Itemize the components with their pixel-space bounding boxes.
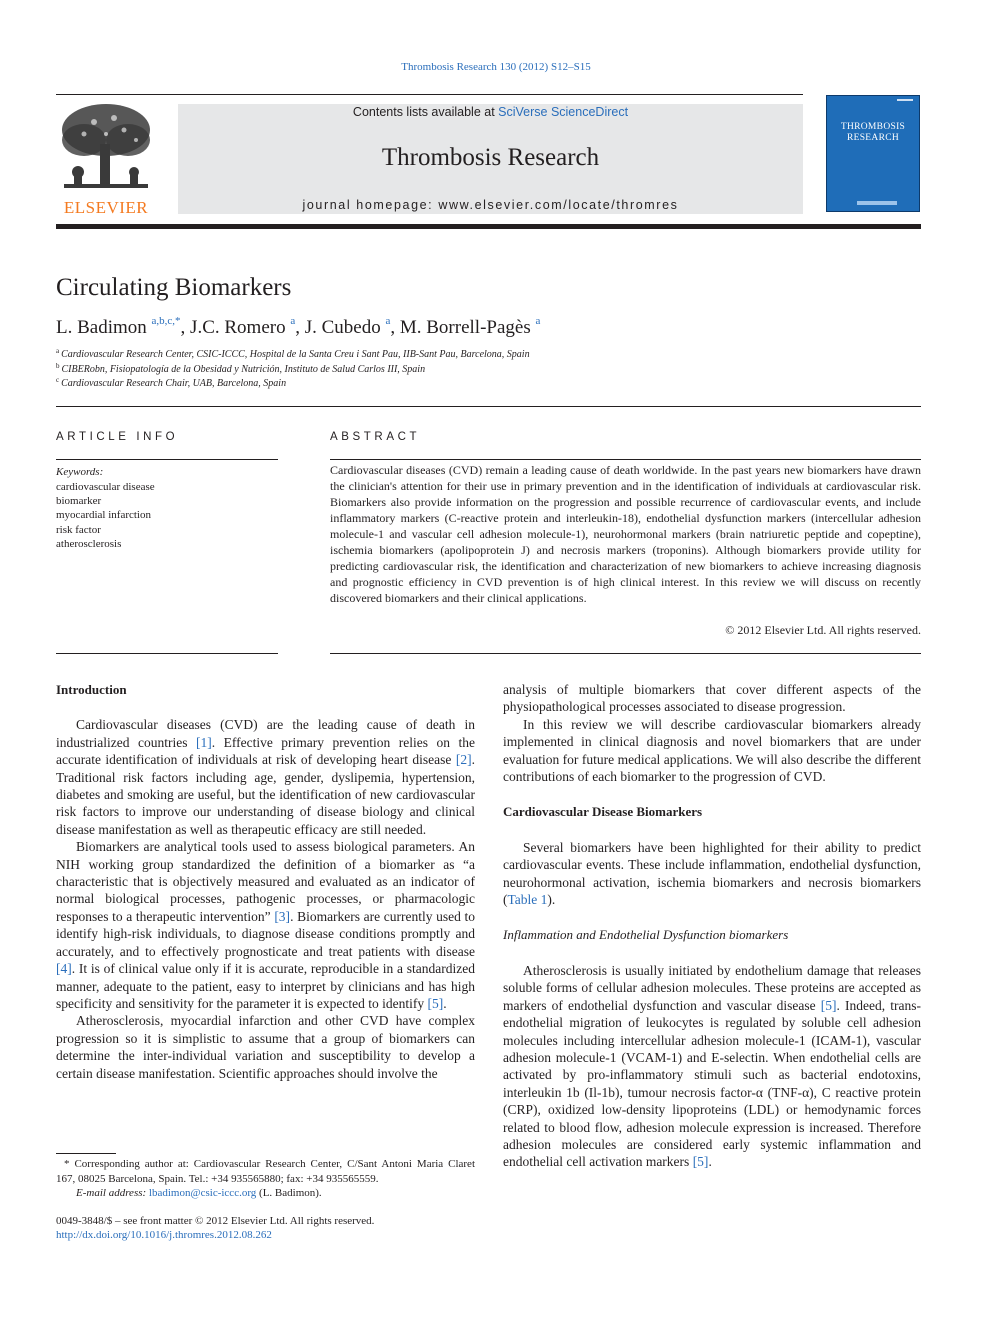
author-name[interactable]: J.C. Romero bbox=[190, 317, 286, 338]
keyword: cardiovascular disease bbox=[56, 481, 155, 493]
header-thick-rule bbox=[56, 224, 921, 229]
footnote-rule bbox=[56, 1153, 116, 1154]
reference-link[interactable]: [1] bbox=[195, 734, 212, 750]
author-affil-mark[interactable]: a bbox=[290, 315, 296, 327]
abstract-heading: ABSTRACT bbox=[330, 431, 421, 443]
body-paragraph: analysis of multiple biomarkers that cover different aspects of the physiopathological processes associated to disease progression. bbox=[503, 682, 921, 715]
affiliation-text: Cardiovascular Research Center, CSIC-ICCC, Hospital de la Santa Creu i Sant Pau, IIB-Sant Pau, Barcelona, Spain bbox=[61, 349, 530, 360]
affiliation bbox=[56, 362, 425, 375]
reference-link[interactable]: [3] bbox=[274, 908, 291, 924]
reference-link[interactable]: [5] bbox=[820, 997, 837, 1013]
issn-line: 0049-3848/$ – see front matter © 2012 Elsevier Ltd. All rights reserved. bbox=[56, 1215, 375, 1227]
cvd-biomarkers-heading: Cardiovascular Disease Biomarkers bbox=[503, 804, 703, 820]
author-affil-mark[interactable]: a bbox=[385, 315, 391, 327]
email-label: E-mail address: bbox=[76, 1187, 147, 1199]
abstract-copyright: © 2012 Elsevier Ltd. All rights reserved. bbox=[725, 623, 921, 637]
email-line: E-mail address: lbadimon@csic-iccc.org (L. Badimon). bbox=[76, 1187, 322, 1199]
affiliation bbox=[56, 347, 530, 360]
body-paragraph: In this review we will describe cardiovascular biomarkers already implemented in clinical diagnosis and novel biomarkers that are under evaluation for future medical applications. We will also describe the different contributions of each biomarker to the progression of CVD. bbox=[503, 716, 921, 785]
author-name[interactable]: L. Badimon bbox=[56, 317, 147, 338]
reference-link[interactable]: [5] bbox=[692, 1154, 709, 1170]
affiliation-mark: a bbox=[56, 347, 60, 355]
elsevier-wordmark: ELSEVIER bbox=[63, 198, 149, 217]
journal-banner bbox=[178, 104, 803, 214]
abstract-bottom-rule bbox=[330, 653, 921, 654]
reference-link[interactable]: [4] bbox=[56, 961, 72, 977]
article-info-heading: ARTICLE INFO bbox=[56, 431, 179, 443]
body-paragraph: Atherosclerosis is usually initiated by endothelium damage that releases soluble forms of cellular adhesion molecules. These proteins are accepted as markers of endothelial dysfunction and vascular disease [5]. Indeed, trans-endothelial migration of leukocytes is regulated by soluble cell adhesion molecules including intercellular adhesion molecule-1 (ICAM-1), vascular adhesion molecule-1 (VCAM-1) and E-selectin. When endothelial cells are activated by pro-inflammatory stimuli such as bacterial endotoxins, interleukin 1b (Il-1b), tumour necrosis factor-α (TNF-α), C reactive protein (CRP), oxidized low-density lipoproteins (LDL) or hemodynamic forces related to blood flow, adhesion molecule expression is increased. Therefore adhesion molecules are considered early systemic inflammation and endothelial cell activation markers [5]. bbox=[503, 962, 921, 1170]
abstract-rule bbox=[330, 459, 921, 460]
elsevier-tree-icon bbox=[54, 100, 158, 196]
contents-line bbox=[178, 105, 803, 119]
table-link[interactable]: Table 1 bbox=[507, 892, 548, 908]
elsevier-logo[interactable] bbox=[54, 100, 158, 218]
affiliation-text: CIBERobn, Fisiopatología de la Obesidad y Nutrición, Instituto de Salud Carlos III, Spain bbox=[61, 364, 426, 375]
cover-title: THROMBOSIS RESEARCH bbox=[840, 122, 906, 143]
intro-paragraph-1: Cardiovascular diseases (CVD) are the leading cause of death in industrialized countries [1]. Effective primary prevention relies on the accurate identification of individuals at risk of developing heart disease [2]. Traditional risk factors including age, gender, dyslipemia, hypertension, diabetes and smoking are useful, but the identification of new cardiovascular risk factors to improve our understanding of disease biology and clinical disease manifestation as well as therapeutic efficacy are still needed. bbox=[56, 717, 475, 837]
section-divider bbox=[56, 406, 921, 407]
journal-citation[interactable]: Thrombosis Research 130 (2012) S12–S15 bbox=[401, 61, 591, 73]
corresponding-footnote bbox=[56, 1157, 475, 1201]
cover-mark bbox=[897, 99, 913, 101]
keyword: atherosclerosis bbox=[56, 538, 122, 550]
journal-title: Thrombosis Research bbox=[381, 144, 600, 171]
corresponding-author-note: * Corresponding author at: Cardiovascular Research Center, C/Sant Antoni Maria Claret 167, 08025 Barcelona, Spain. Tel.: +34 935565880; fax: +34 935565559. bbox=[56, 1158, 475, 1185]
contents-prefix: Contents lists available at bbox=[352, 105, 499, 119]
affiliation bbox=[56, 376, 286, 389]
body-paragraph: Several biomarkers have been highlighted for their ability to predict cardiovascular events. These include inflammation, endothelial dysfunction, neurohormonal activation, ischemia biomarkers and necrosis biomarkers (Table 1). bbox=[503, 839, 921, 908]
author-name[interactable]: J. Cubedo bbox=[304, 317, 381, 338]
reference-link[interactable]: [2] bbox=[455, 752, 472, 768]
left-column bbox=[56, 681, 475, 1082]
affiliation-text: Cardiovascular Research Chair, UAB, Barcelona, Spain bbox=[61, 378, 287, 389]
abstract-text: Cardiovascular diseases (CVD) remain a leading cause of death worldwide. In the past years new biomarkers have drawn the clinician's attention for their use in primary prevention and in the identification of individuals at cardiovascular risk. Biomarkers also provide information on the progression and possible recurrence of cardiovascular events, and include inflammatory markers (C-reactive protein and interleukin-18), endothelial dysfunction markers (intercellular adhesion molecule-1 and vascular cell adhesion molecule-1), neurohormonal markers (brain natriuretic peptide and copeptine), ischemia biomarkers (apolipoprotein J) and necrosis markers (troponins). Although biomarkers provide utility for predicting cardiovascular risk, the identification and characterization of new biomarkers to achieve increasing diagnosis and prognostic efficiency in CVD prevention is of high clinical interest. In this review we will discuss on recently discovered biomarkers and their clinical applications. bbox=[330, 463, 921, 605]
journal-cover[interactable] bbox=[826, 95, 920, 212]
intro-paragraph-3: Atherosclerosis, myocardial infarction and other CVD have complex progression so it is simplistic to assume that a group of biomarkers can determine the inter-individual variation and susceptibility to develop a certain disease manifestation. Scientific approaches should involve the bbox=[56, 1013, 475, 1081]
journal-homepage[interactable]: journal homepage: www.elsevier.com/locate/thromres bbox=[302, 198, 679, 212]
keyword: risk factor bbox=[56, 524, 101, 536]
sciencedirect-link[interactable]: SciVerse ScienceDirect bbox=[498, 105, 629, 119]
cover-logo bbox=[857, 201, 897, 205]
intro-paragraph-2: Biomarkers are analytical tools used to assess biological parameters. An NIH working group standardized the definition of a biomarker as “a characteristic that is objectively measured and evaluated as an indicator of normal biological processes, pathogenic processes, or pharmacologic responses to a therapeutic intervention” [3]. Biomarkers are currently used to identify high-risk individuals, to diagnose disease conditions promptly and accurately, and to effectively prognosticate and treat patients with disease [4]. It is of clinical value only if it is accurate, reproducible in a standardized manner, adequate to the patient, easy to interpret by clinicians and has high specificity and sensitivity for the parameter it is expected to identify [5]. bbox=[56, 839, 475, 1011]
inflammation-subheading: Inflammation and Endothelial Dysfunction biomarkers bbox=[503, 927, 789, 943]
author-affil-mark[interactable]: a,b,c,* bbox=[151, 315, 181, 327]
right-column bbox=[503, 681, 921, 1171]
keyword: biomarker bbox=[56, 495, 102, 507]
email-link[interactable]: lbadimon@csic-iccc.org bbox=[148, 1187, 257, 1199]
affiliation-mark: b bbox=[56, 362, 60, 370]
author-name[interactable]: M. Borrell-Pagès bbox=[399, 317, 531, 338]
reference-link[interactable]: [5] bbox=[427, 995, 444, 1011]
introduction-heading: Introduction bbox=[56, 682, 127, 697]
affiliation-mark: c bbox=[56, 376, 60, 384]
author-list: L. Badimon $^{a,b,c,*}$, J.C. Romero $^a$, J. Cubedo $^a$, M. Borrell-Pagès $^a$ bbox=[56, 315, 541, 338]
article-info-bottom-rule bbox=[56, 653, 278, 654]
article-info-rule bbox=[56, 459, 278, 460]
author-affil-mark[interactable]: a bbox=[535, 315, 541, 327]
article-title: Circulating Biomarkers bbox=[56, 274, 292, 301]
doi-link[interactable]: http://dx.doi.org/10.1016/j.thromres.2012.08.262 bbox=[56, 1229, 272, 1241]
keyword: myocardial infarction bbox=[56, 509, 151, 521]
header-rule bbox=[56, 94, 803, 95]
keywords-label: Keywords: bbox=[56, 466, 104, 478]
